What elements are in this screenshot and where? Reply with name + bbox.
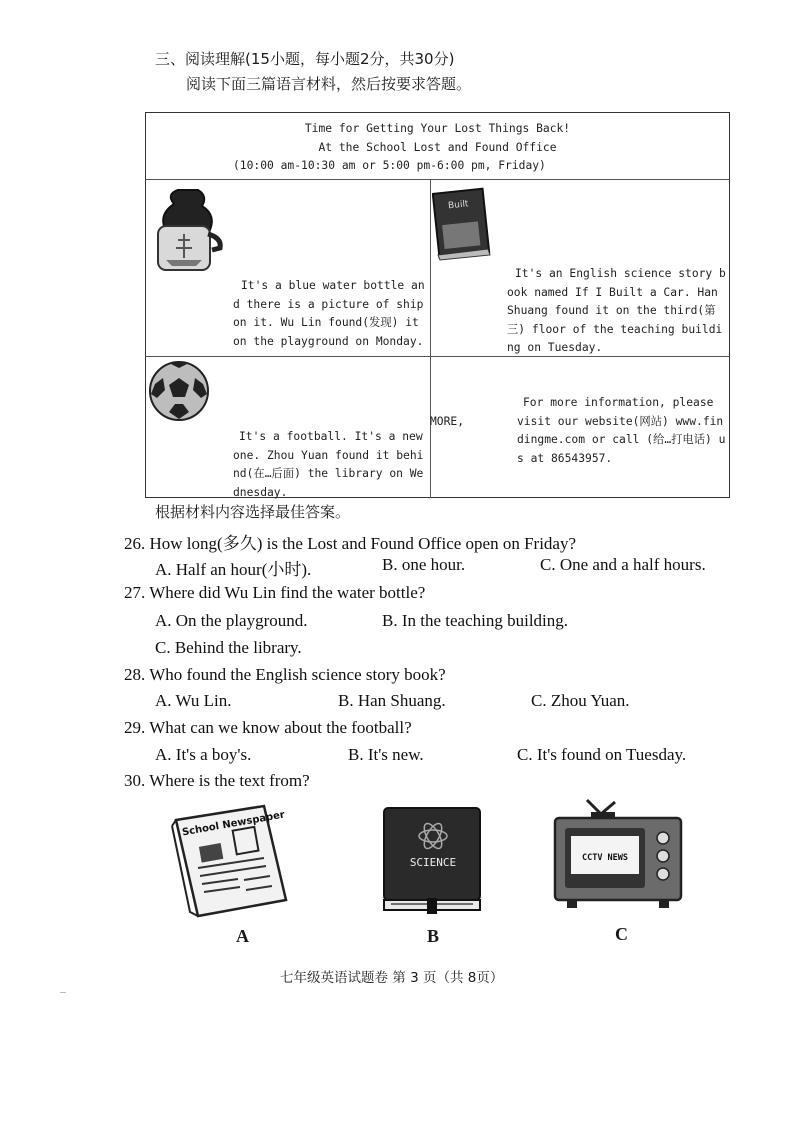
picture-letter-b[interactable]: B — [427, 926, 440, 946]
page-footer: 七年级英语试题卷 第 3 页（共 8页） — [280, 970, 504, 986]
question-28 — [124, 665, 446, 685]
question-text: Where did Wu Lin find the water bottle? — [149, 583, 426, 602]
option-27a[interactable]: A. On the playground. — [155, 611, 308, 630]
science-book-icon[interactable] — [381, 806, 485, 920]
notice-header — [145, 120, 730, 157]
picture-letter-a[interactable]: A — [236, 926, 249, 946]
question-number: 30. — [124, 771, 146, 790]
question-27 — [124, 583, 425, 603]
water-bottle-description: It's a blue water bottle and there is a picture of ship on it. Wu Lin found(发现) it on the playground on Monday. — [233, 279, 425, 348]
question-text: Who found the English science story book? — [149, 665, 446, 684]
option-29b[interactable]: B. It's new. — [348, 745, 424, 764]
question-text: What can we know about the football? — [149, 718, 412, 737]
notice-title: Time for Getting Your Lost Things Back! — [304, 122, 571, 135]
football-description: It's a football. It's a new one. Zhou Yuan found it behind(在…后面) the library on Wednesday. — [233, 430, 424, 499]
notice-hours: (10:00 am-10:30 am or 5:00 pm-6:00 pm, Friday) — [233, 159, 546, 172]
option-28b[interactable]: B. Han Shuang. — [338, 691, 446, 710]
question-number: 28. — [124, 665, 146, 684]
notice-office: At the School Lost and Found Office — [318, 140, 557, 154]
football-icon — [147, 360, 211, 426]
more-info-text: For more information, please visit our website(网站) www.findingme.com or call (给…打电话) us at 86543957. — [517, 396, 726, 465]
more-label: MORE, — [430, 415, 465, 428]
table-divider — [430, 179, 431, 498]
section-instructions: 阅读下面三篇语言材料，然后按要求答题。 — [186, 75, 472, 93]
question-30 — [124, 771, 310, 791]
table-divider — [145, 179, 730, 180]
newspaper-icon[interactable] — [168, 802, 292, 924]
tv-icon[interactable] — [553, 796, 685, 918]
book-description: It's an English science story book named If I Built a Car. Han Shuang found it on the third(第三) floor of the teaching building on Tuesday. — [507, 267, 726, 354]
picture-letter-c[interactable]: C — [615, 924, 628, 944]
option-29a[interactable]: A. It's a boy's. — [155, 745, 252, 764]
question-number: 29. — [124, 718, 146, 737]
question-text: Where is the text from? — [149, 771, 310, 790]
svg-text:Built: Built — [447, 199, 470, 212]
section-title: 三、阅读理解(15小题，每小题2分，共30分) — [155, 50, 455, 68]
question-29 — [124, 718, 412, 738]
question-26 — [124, 529, 576, 554]
newspaper-caption: School Newspaper — [181, 809, 286, 839]
option-27b[interactable]: B. In the teaching building. — [382, 611, 569, 630]
question-number: 27. — [124, 583, 146, 602]
tv-caption: CCTV NEWS — [581, 853, 629, 863]
option-27c[interactable]: C. Behind the library. — [155, 638, 302, 657]
water-bottle-icon — [146, 186, 224, 278]
option-29c[interactable]: C. It's found on Tuesday. — [517, 745, 687, 764]
scan-mark — [60, 992, 66, 993]
question-text: How long(多久) is the Lost and Found Office open on Friday? — [149, 534, 577, 553]
option-26a[interactable]: A. Half an hour(小时). — [155, 560, 312, 579]
choose-instructions: 根据材料内容选择最佳答案。 — [155, 503, 351, 521]
option-26b[interactable]: B. one hour. — [382, 555, 466, 574]
option-28c[interactable]: C. Zhou Yuan. — [531, 691, 630, 710]
book-icon — [432, 183, 494, 265]
option-28a[interactable]: A. Wu Lin. — [155, 691, 232, 710]
option-26c[interactable]: C. One and a half hours. — [540, 555, 706, 574]
question-number: 26. — [124, 534, 146, 553]
science-caption: SCIENCE — [409, 856, 457, 869]
